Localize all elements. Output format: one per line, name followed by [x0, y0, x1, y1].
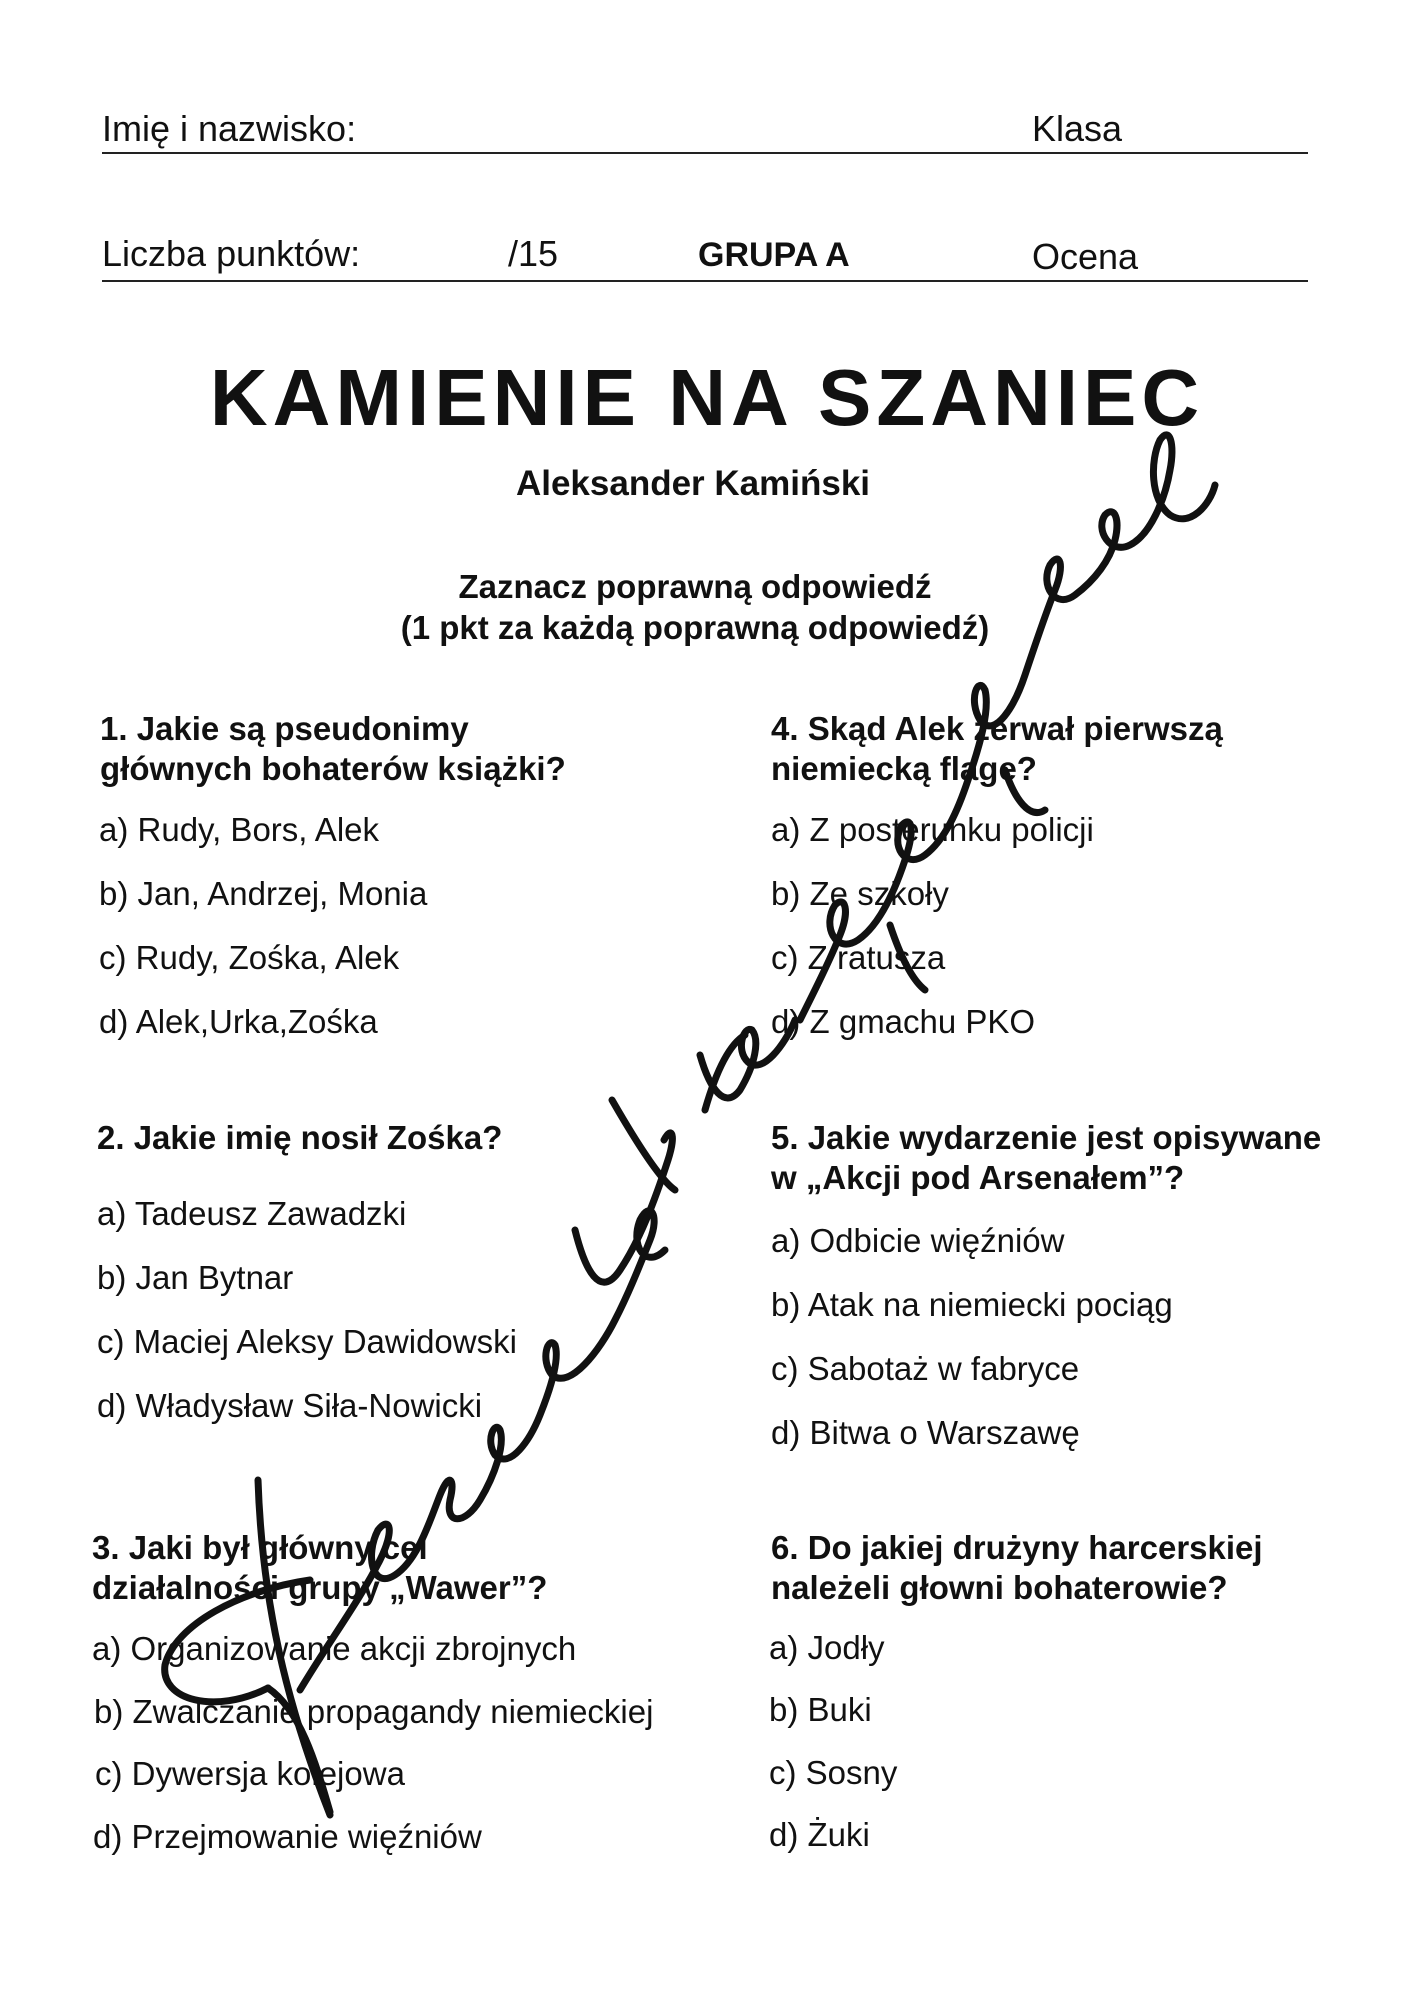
answer-5c[interactable]: c) Sabotaż w fabryce — [771, 1350, 1080, 1387]
answer-3c[interactable]: c) Dywersja kolejowa — [95, 1755, 405, 1792]
answer-4d[interactable]: d) Z gmachu PKO — [771, 1003, 1036, 1040]
answer-3b[interactable]: b) Zwalczanie propagandy niemieckiej — [94, 1693, 654, 1730]
group-label: GRUPA A — [698, 236, 850, 274]
answer-2b[interactable]: b) Jan Bytnar — [97, 1259, 294, 1296]
answer-6b[interactable]: b) Buki — [769, 1691, 872, 1728]
question-line: 2. Jakie imię nosił Zośka? — [97, 1119, 503, 1156]
answer-1c[interactable]: c) Rudy, Zośka, Alek — [99, 939, 400, 976]
grade-label: Ocena — [1032, 236, 1139, 277]
answer-3a[interactable]: a) Organizowanie akcji zbrojnych — [92, 1630, 577, 1667]
question-line: 4. Skąd Alek zerwał pierwszą — [771, 710, 1223, 747]
question-line: głównych bohaterów książki? — [100, 750, 566, 787]
answer-1b[interactable]: b) Jan, Andrzej, Monia — [99, 875, 428, 912]
answer-2c[interactable]: c) Maciej Aleksy Dawidowski — [97, 1323, 517, 1360]
question-line: działalności grupy „Wawer”? — [92, 1569, 548, 1606]
question-line: niemiecką flagę? — [771, 750, 1037, 787]
name-label: Imię i nazwisko: — [102, 108, 357, 149]
question-line: 6. Do jakiej drużyny harcerskiej — [771, 1529, 1263, 1566]
question-line: należeli głowni bohaterowie? — [771, 1569, 1228, 1606]
question-1 — [100, 709, 566, 789]
answer-3d[interactable]: d) Przejmowanie więźniów — [93, 1818, 482, 1855]
question-3 — [92, 1528, 547, 1608]
name-line[interactable] — [102, 152, 1308, 154]
question-line: 5. Jakie wydarzenie jest opisywane — [771, 1119, 1322, 1156]
points-max: /15 — [508, 233, 559, 274]
instruction-line-2: (1 pkt za każdą poprawną odpowiedź) — [400, 609, 990, 646]
question-2 — [97, 1118, 502, 1158]
page-title: KAMIENIE NA SZANIEC — [209, 353, 1205, 442]
answer-6d[interactable]: d) Żuki — [769, 1816, 870, 1853]
question-line: 1. Jakie są pseudonimy — [100, 710, 469, 747]
answer-6a[interactable]: a) Jodły — [769, 1629, 885, 1666]
question-5 — [771, 1118, 1321, 1198]
question-6 — [771, 1528, 1263, 1608]
answer-1d[interactable]: d) Alek,Urka,Zośka — [99, 1003, 378, 1040]
answer-4b[interactable]: b) Ze szkoły — [771, 875, 949, 912]
answer-1a[interactable]: a) Rudy, Bors, Alek — [99, 811, 380, 848]
answer-2a[interactable]: a) Tadeusz Zawadzki — [97, 1195, 407, 1232]
answer-6c[interactable]: c) Sosny — [769, 1754, 898, 1791]
answer-2d[interactable]: d) Władysław Siła-Nowicki — [97, 1387, 483, 1424]
question-line: w „Akcji pod Arsenałem”? — [771, 1159, 1185, 1196]
answer-5d[interactable]: d) Bitwa o Warszawę — [771, 1414, 1080, 1451]
class-label: Klasa — [1032, 108, 1123, 149]
answer-4c[interactable]: c) Z ratusza — [771, 939, 946, 976]
answer-5b[interactable]: b) Atak na niemiecki pociąg — [771, 1286, 1173, 1323]
answer-5a[interactable]: a) Odbicie więźniów — [771, 1222, 1065, 1259]
points-label: Liczba punktów: — [102, 233, 361, 274]
points-line[interactable] — [102, 280, 1308, 282]
answer-4a[interactable]: a) Z posterunku policji — [771, 811, 1094, 848]
question-4 — [771, 709, 1223, 789]
instruction-line-1: Zaznacz poprawną odpowiedź — [458, 568, 932, 605]
question-line: 3. Jaki był główny cel — [92, 1529, 428, 1566]
author: Aleksander Kamiński — [515, 464, 871, 503]
